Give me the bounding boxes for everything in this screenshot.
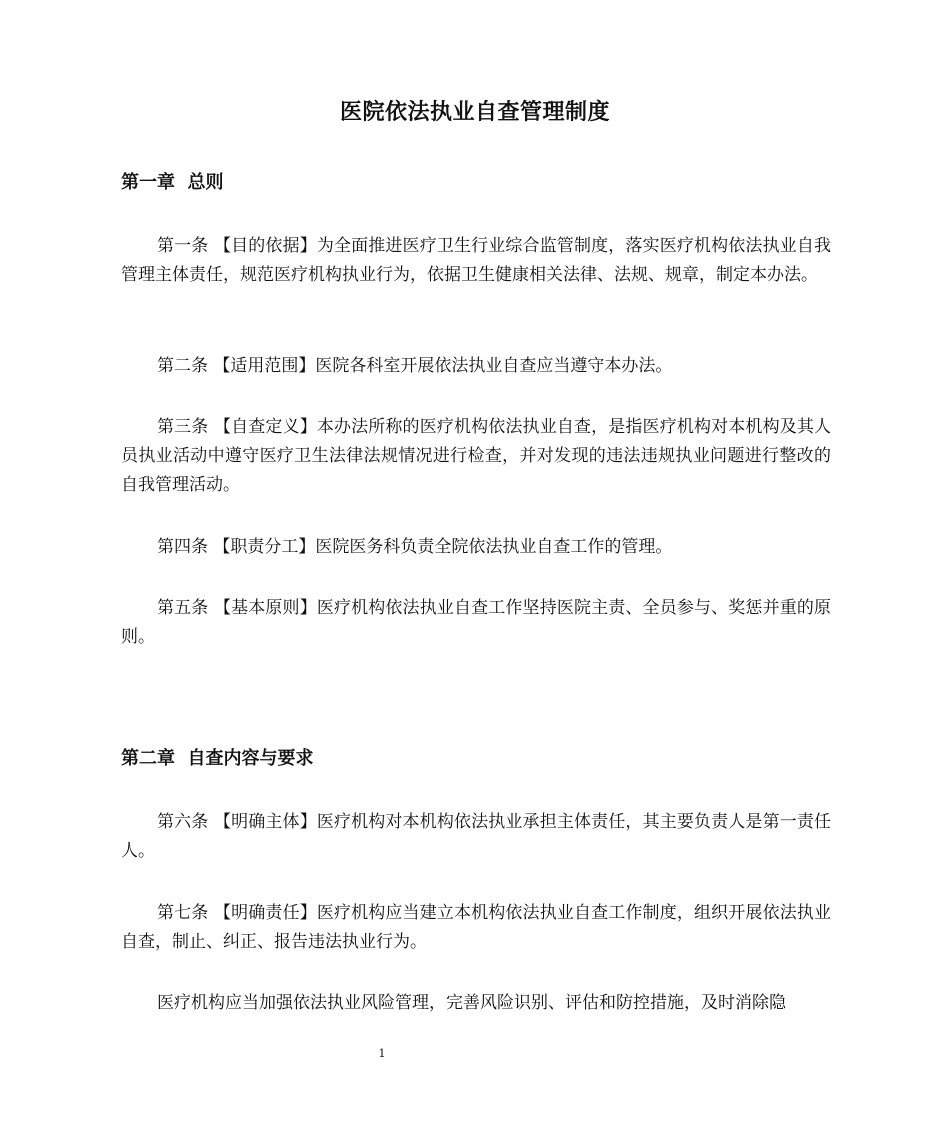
article-7: 第七条 【明确责任】医疗机构应当建立本机构依法执业自查工作制度，组织开展依法执业自查，制止、纠正、报告违法执业行为。	[121, 903, 831, 952]
article-6: 第六条 【明确主体】医疗机构对本机构依法执业承担主体责任，其主要负责人是第一责任人。	[121, 812, 831, 861]
article-7-paragraph-2: 医疗机构应当加强依法执业风险管理，完善风险识别、评估和防控措施，及时消除隐	[157, 993, 786, 1013]
article-5: 第五条 【基本原则】医疗机构依法执业自查工作坚持医院主责、全员参与、奖惩并重的原则。	[121, 598, 831, 647]
chapter-heading-2: 第二章 自查内容与要求	[121, 748, 314, 769]
article-4: 第四条 【职责分工】医院医务科负责全院依法执业自查工作的管理。	[157, 537, 673, 557]
page-number: 1	[378, 1047, 386, 1060]
article-2: 第二条 【适用范围】医院各科室开展依法执业自查应当遵守本办法。	[157, 356, 673, 376]
article-3: 第三条 【自查定义】本办法所称的医疗机构依法执业自查，是指医疗机构对本机构及其人员执业活动中遵守医疗卫生法律法规情况进行检查，并对发现的违法违规执业问题进行整改的自我管理活动。	[121, 417, 831, 495]
chapter-heading-1: 第一章 总则	[121, 172, 224, 193]
article-1: 第一条 【目的依据】为全面推进医疗卫生行业综合监管制度，落实医疗机构依法执业自我管理主体责任，规范医疗机构执业行为，依据卫生健康相关法律、法规、规章，制定本办法。	[121, 236, 831, 285]
document-title: 医院依法执业自查管理制度	[339, 100, 610, 125]
